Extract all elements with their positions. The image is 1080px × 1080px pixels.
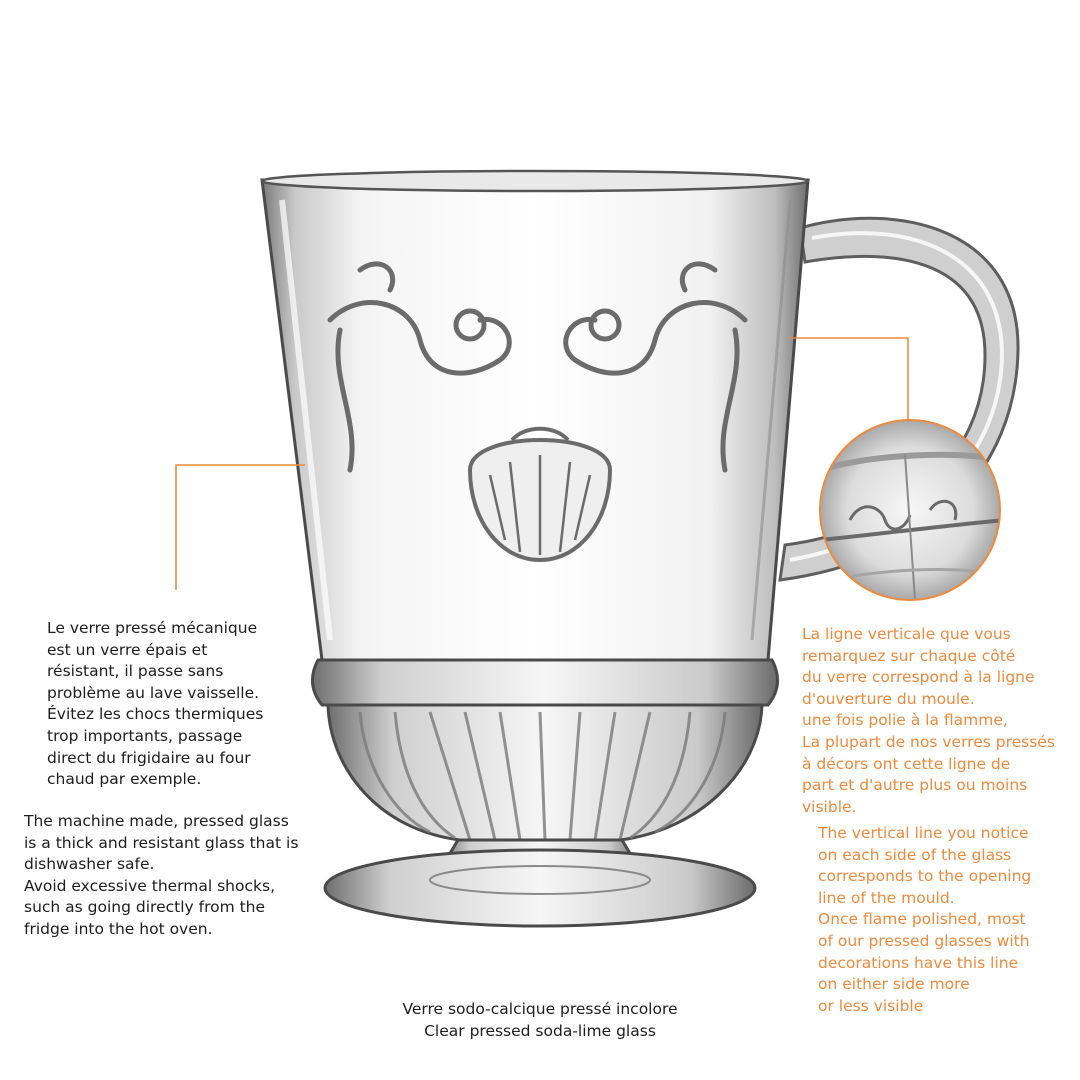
material-caption-en: Clear pressed soda-lime glass — [424, 1022, 656, 1040]
english-description-left: The machine made, pressed glass is a thick and resistant glass that is dishwasher safe. Avoid excessive thermal shocks, such as going directly from the fridge into the hot oven. — [24, 812, 299, 938]
english-mould-line-note: The vertical line you notice on each side of the glass corresponds to the opening line of the mould. Once flame polished, most of our pressed glasses with decorations have this line on either side more or less visible — [818, 824, 1032, 1015]
left-callout-line — [176, 465, 305, 590]
french-mould-line-note: La ligne verticale que vous remarquez sur chaque côté du verre correspond à la ligne d'ouverture du moule. une fois polie à la flamme, La plupart de nos verres pressés à décors ont cette ligne de part et d'autre plus ou moins visible. — [802, 625, 1055, 816]
material-caption — [300, 998, 780, 1042]
cup-foot — [325, 850, 755, 926]
material-caption-fr: Verre sodo-calcique pressé incolore — [402, 1000, 678, 1018]
cup-collar — [312, 660, 777, 705]
right-callout-line — [790, 338, 908, 420]
french-description-left: Le verre pressé mécanique est un verre épais et résistant, il passe sans problème au lave vaisselle. Évitez les chocs thermiques trop importants, passage direct du frigidaire au four chaud par exemple. — [47, 619, 264, 789]
